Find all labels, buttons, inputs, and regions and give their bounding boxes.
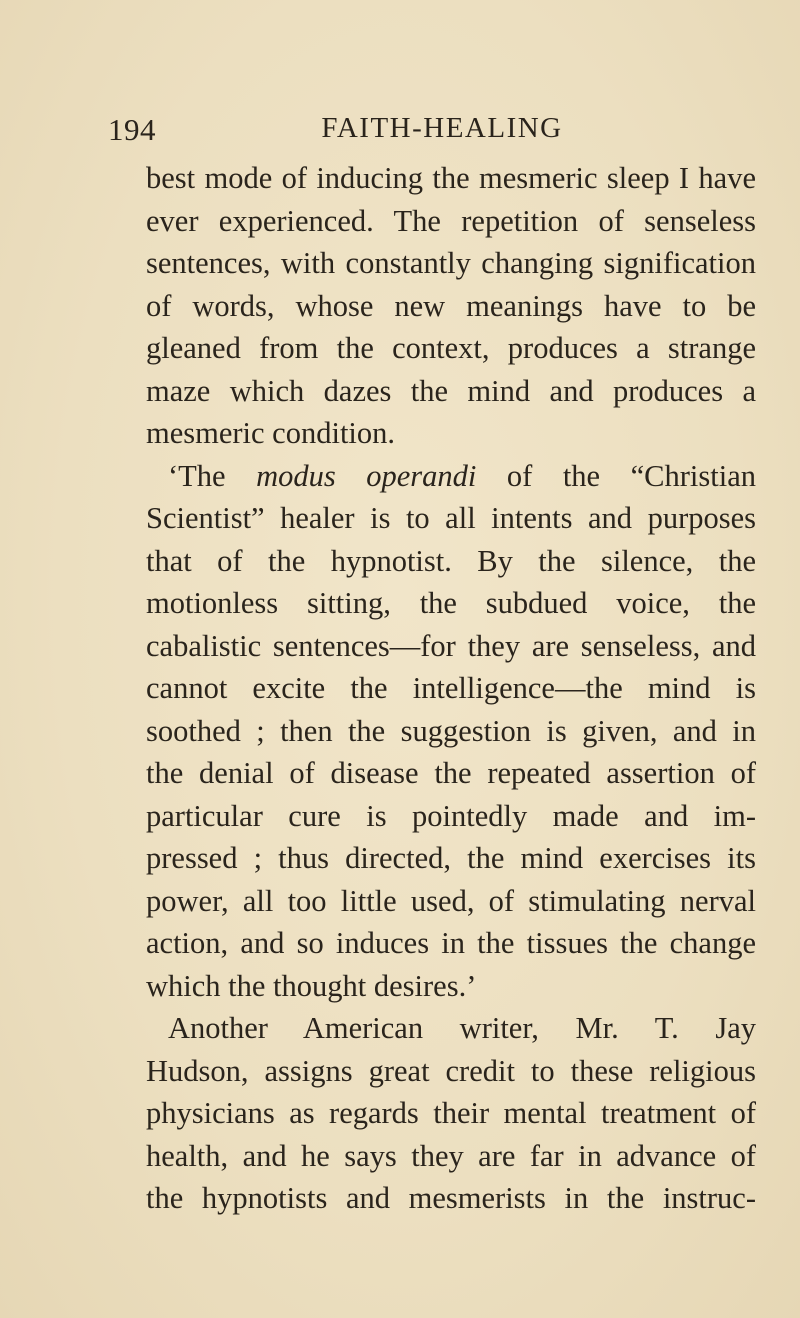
text-line: of words, whose new meanings have to be <box>146 288 756 323</box>
text-line: which the thought desires.’ <box>146 968 477 1003</box>
text-line: pressed ; thus directed, the mind exercises its <box>146 841 756 875</box>
page-header <box>108 112 748 152</box>
text-line: sentences, with constantly changing signification <box>146 246 756 280</box>
text-line: ever experienced. The repetition of senseless <box>146 203 756 238</box>
page-number: 194 <box>108 112 156 147</box>
italic-phrase: modus operandi <box>256 458 477 493</box>
text-line: Hudson, assigns great credit to these religious <box>146 1053 756 1088</box>
line-suffix: of the “Christian <box>476 458 756 493</box>
text-line: physicians as regards their mental treatment of <box>146 1096 756 1130</box>
text-line: Another American writer, Mr. T. Jay <box>168 1011 756 1045</box>
text-line: health, and he says they are far in advance of <box>146 1138 756 1173</box>
text-line: particular cure is pointedly made and im- <box>146 798 756 833</box>
text-line: the hypnotists and mesmerists in the instruc- <box>146 1181 756 1215</box>
text-line: best mode of inducing the mesmeric sleep I have <box>146 161 756 195</box>
running-head: FAITH-HEALING <box>321 112 563 144</box>
text-line: maze which dazes the mind and produces a <box>146 373 756 408</box>
line-prefix: ‘The <box>168 458 257 493</box>
text-line: cabalistic sentences—for they are senseless, and <box>146 628 756 663</box>
text-line: that of the hypnotist. By the silence, the <box>146 543 756 578</box>
text-line: action, and so induces in the tissues the change <box>146 926 756 960</box>
text-line: Scientist” healer is to all intents and purposes <box>146 501 756 535</box>
text-line: motionless sitting, the subdued voice, the <box>146 586 756 620</box>
body-text <box>146 157 756 1220</box>
text-line <box>146 455 756 498</box>
text-line: mesmeric condition. <box>146 416 396 450</box>
text-line: cannot excite the intelligence—the mind is <box>146 671 756 705</box>
text-line: gleaned from the context, produces a strange <box>146 331 756 365</box>
text-line: the denial of disease the repeated assertion of <box>146 756 756 790</box>
text-line: power, all too little used, of stimulating nerval <box>146 883 756 918</box>
text-line: soothed ; then the suggestion is given, and in <box>146 713 756 748</box>
